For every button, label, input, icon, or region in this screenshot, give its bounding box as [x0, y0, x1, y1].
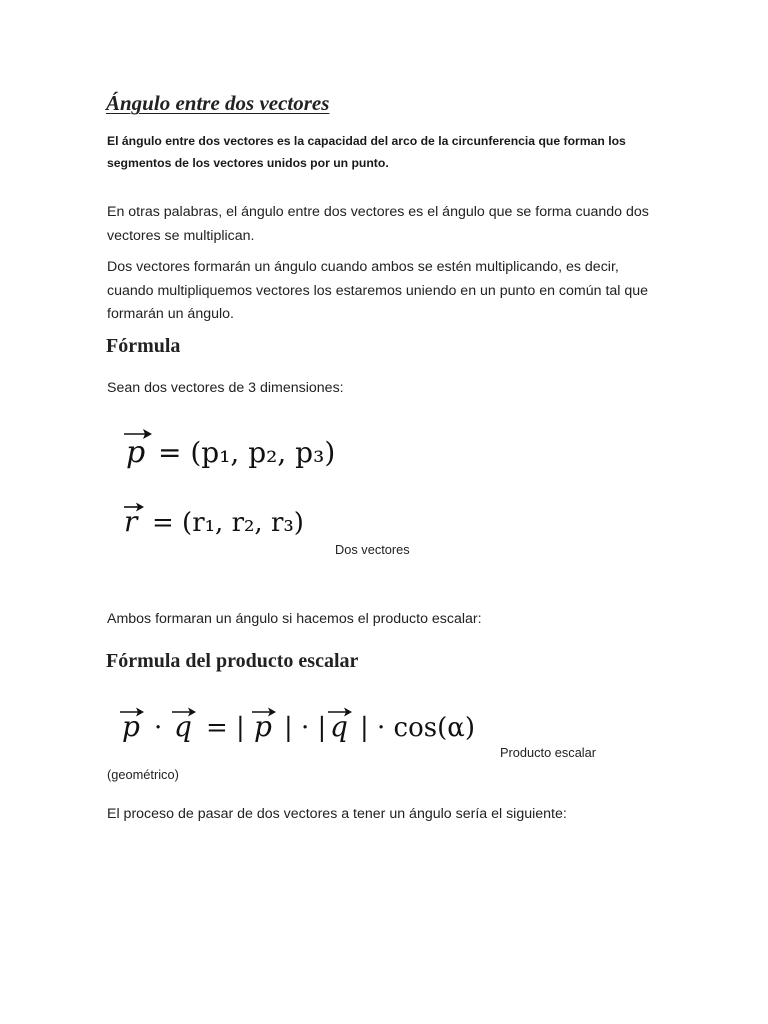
page-title: Ángulo entre dos vectores	[106, 91, 330, 115]
caption-scalar: Producto escalar	[500, 745, 597, 760]
paragraph-2: Dos vectores formarán un ángulo cuando ambos se estén multiplicando, es decir, cuando multipliquemos vectores los estaremos uniendo en un punto en común tal que formarán un ángulo.	[107, 259, 649, 322]
formula-vector-r	[118, 495, 318, 550]
formula-p-vector: p	[126, 435, 146, 470]
formula-scalar-dot: ·	[154, 713, 163, 743]
formula-scalar-v3: p	[254, 710, 272, 743]
formula-scalar-equals: = |	[206, 713, 245, 743]
heading-scalar: Fórmula del producto escalar	[106, 650, 359, 672]
caption-vectors: Dos vectores	[335, 542, 410, 557]
formula-scalar-v1: p	[122, 710, 140, 743]
formula-scalar-product	[114, 700, 494, 750]
formula-scalar-mid: | · |	[284, 713, 327, 743]
formula-vector-p	[118, 420, 348, 480]
formula-scalar-v4: q	[330, 710, 348, 743]
formula-r-vector: r	[124, 505, 138, 538]
formula-p-rhs: = (p₁, p₂, p₃)	[158, 436, 336, 469]
heading-formula: Fórmula	[106, 335, 181, 357]
definition-text: El ángulo entre dos vectores es la capacidad del arco de la circunferencia que forman los segmentos de los vectores unidos por un punto.	[107, 134, 626, 170]
caption-scalar-cont: (geométrico)	[107, 767, 179, 782]
formula-scalar-tail: | · cos(α)	[360, 713, 475, 743]
formula-scalar-v2: q	[174, 710, 192, 743]
intro-dimensions: Sean dos vectores de 3 dimensiones:	[107, 380, 344, 396]
paragraph-1: En otras palabras, el ángulo entre dos vectores es el ángulo que se forma cuando dos vectores se multiplican.	[107, 204, 649, 244]
formula-r-rhs: = (r₁, r₂, r₃)	[152, 508, 304, 538]
scalar-intro: Ambos formaran un ángulo si hacemos el producto escalar:	[107, 611, 482, 627]
process-text: El proceso de pasar de dos vectores a tener un ángulo sería el siguiente:	[107, 806, 567, 822]
